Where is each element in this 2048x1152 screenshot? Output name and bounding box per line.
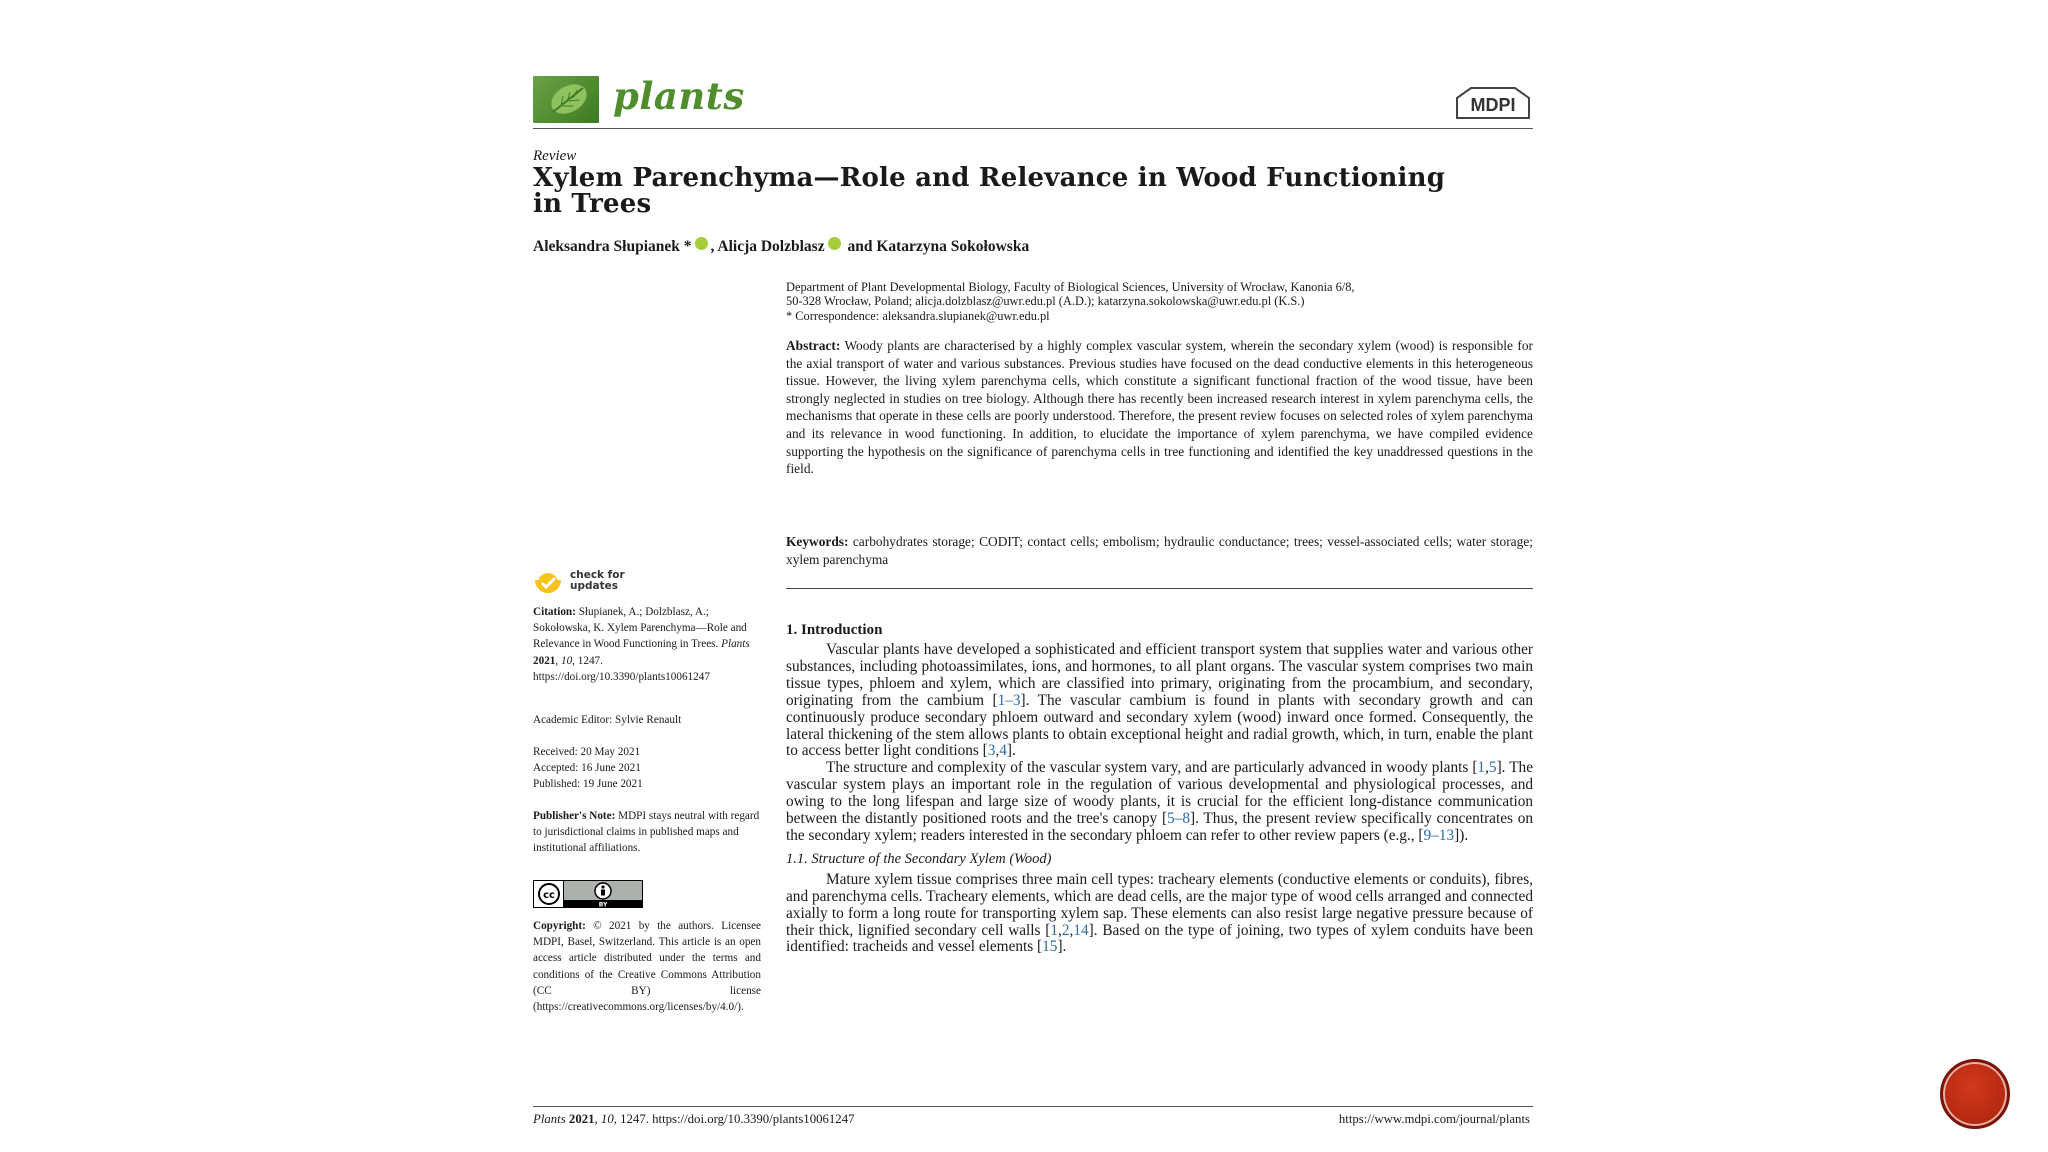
citation-link[interactable]: 14 (1073, 921, 1089, 939)
text-run: ]. Thus, the present review specifically concentrates on the secondary xylem; readers interested in the secondary phloem can refer to other review papers (e.g., [ (786, 810, 1533, 844)
correspondence: * Correspondence: aleksandra.slupianek@uwr.edu.pl (786, 308, 1050, 323)
text-run: ]. The vascular system plays an important role in the regulation of various developmental and physiological processes, and owing to the long lifespan and large size of woody plants, it is crucial for the efficient long-distance communication between the distantly positioned roots and the tree's canopy [ (786, 759, 1533, 828)
check-updates-button[interactable] (533, 570, 653, 596)
affiliation-line-2: 50-328 Wrocław, Poland; alicja.dolzblasz@uwr.edu.pl (A.D.); katarzyna.sokolowska@uwr.edu.pl (K.S.) (786, 294, 1305, 309)
svg-text:MDPI: MDPI (1470, 95, 1516, 115)
accepted-date: Accepted: 16 June 2021 (533, 762, 641, 775)
citation: Citation: Słupianek, A.; Dolzblasz, A.; Sokołowska, K. Xylem Parenchyma—Role and Relevance in Wood Functioning in Trees. Plants 2021, 10, 1247. https://doi.org/10.3390/plants10061247 (533, 606, 750, 683)
citation-link[interactable]: 1 (1050, 921, 1059, 939)
citation-link[interactable]: 5–8 (1167, 810, 1190, 828)
check-updates-line-2: updates (570, 579, 618, 592)
publisher-note (533, 808, 761, 857)
orcid-icon[interactable] (828, 237, 841, 250)
keywords (786, 533, 1533, 568)
dates (533, 744, 643, 793)
title-line-1: Xylem Parenchyma—Role and Relevance in Wood Functioning (533, 163, 1446, 193)
author-2: , Alicja Dolzblasz (710, 238, 825, 255)
text-run: ]. The vascular cambium is found in plants with secondary growth and can continuously produce secondary phloem outward and secondary xylem (wood) inward once formed. Consequently, the lateral thickening of the stem allows plants to obtain exceptional height and radial growth, which, in turn, enable the plant to access better light conditions [ (786, 691, 1533, 760)
citation-year: 2021 (533, 654, 556, 667)
abstract-text: Woody plants are characterised by a highly complex vascular system, wherein the secondary xylem (wood) is responsible for the axial transport of water and various substances. Previous studies have focused on the dead conductive elements in this heterogeneous tissue. However, the living xylem parenchyma cells, which constitute a significant functional fraction of the wood tissue, have been strongly neglected in studies on tree biology. Although there has recently been increased research interest in xylem parenchyma cells, the mechanisms that operate in these cells are poorly understood. Therefore, the present review focuses on selected roles of xylem parenchyma and its relevance in wood functioning. In addition, to elucidate the importance of xylem parenchyma, we have compiled evidence supporting the hypothesis on the significance of parenchyma cells in tree functioning and identified the key unaddressed questions in the field. (786, 338, 1533, 477)
article-type: Review (533, 148, 577, 164)
footer-citation: Plants 2021, 10, 1247. https://doi.org/10.3390/plants10061247 (533, 1112, 855, 1126)
circle-nav-button[interactable] (1940, 1059, 2010, 1129)
check-updates-icon (533, 572, 563, 594)
citation-link[interactable]: 5 (1488, 759, 1497, 777)
citation-journal: Plants (721, 638, 750, 651)
footer-year: 2021 (568, 1112, 595, 1126)
author-list (533, 237, 1029, 256)
journal-name: plants (613, 74, 745, 118)
mdpi-logo (1453, 84, 1533, 122)
header-rule (533, 128, 1533, 129)
footer-journal: Plants (533, 1112, 566, 1126)
paragraph: The structure and complexity of the vascular system vary, and are particularly advanced in woody plants [1,5]. The vascular system plays an important role in the regulation of various developmental and physiological processes, and owing to the long lifespan and large size of woody plants, it is crucial for the efficient long-distance communication between the distantly positioned roots and the tree's canopy [5–8]. Thus, the present review specifically concentrates on the secondary xylem; readers interested in the secondary phloem can refer to other review papers (e.g., [9–13]). (786, 759, 1533, 844)
academic-editor: Academic Editor: Sylvie Renault (533, 714, 682, 726)
copyright (533, 918, 761, 1015)
text-run: The structure and complexity of the vascular system vary, and are particularly advanced in woody plants [ (826, 759, 1478, 777)
citation-text: Słupianek, A.; Dolzblasz, A.; Sokołowska, K. Xylem Parenchyma—Role and Relevance in Wood Functioning in Trees. (533, 606, 747, 651)
orcid-icon[interactable] (695, 237, 708, 250)
publisher-note-label: Publisher's Note: (533, 810, 616, 822)
text-run: ]). (1454, 826, 1469, 844)
subsection-heading: 1.1. Structure of the Secondary Xylem (Wood) (786, 850, 1052, 867)
affiliations (786, 280, 1533, 323)
paper-page (533, 76, 1533, 1126)
citation-link[interactable]: 1–3 (997, 691, 1021, 709)
footer-rule (533, 1106, 1533, 1107)
keywords-text: carbohydrates storage; CODIT; contact cells; embolism; hydraulic conductance; trees; vessel-associated cells; water storage; xylem parenchyma (786, 534, 1533, 567)
received-date: Received: 20 May 2021 (533, 746, 641, 758)
citation-link[interactable]: 3 (987, 742, 996, 760)
citation-link[interactable]: 2 (1061, 921, 1070, 939)
copyright-text: © 2021 by the authors. Licensee MDPI, Basel, Switzerland. This article is an open access article distributed under the terms and conditions of the Creative Commons Attribution (CC BY) license (https://creativecommons.org/licenses/by/4.0/). (533, 920, 761, 1014)
citation-label: Citation: (533, 606, 576, 618)
footer-volume: 10 (600, 1112, 614, 1126)
citation-doi[interactable]: , 1247. https://doi.org/10.3390/plants10061247 (533, 654, 710, 683)
citation-link[interactable]: 4 (999, 742, 1007, 760)
citation-link[interactable]: 9–13 (1423, 826, 1455, 844)
citation-link[interactable]: 1 (1477, 759, 1486, 777)
text-run: ]. (1006, 742, 1016, 760)
check-updates-line-1: check for (570, 569, 625, 581)
copyright-label: Copyright: (533, 920, 586, 932)
text-run: ]. (1057, 938, 1067, 956)
published-date: Published: 19 June 2021 (533, 778, 643, 791)
title-line-2: in Trees (533, 189, 652, 219)
text-run: Vascular plants have developed a sophisticated and efficient transport system that supplies water and various other substances, including photoassimilates, ions, and hormones, to all plant organs. The vascular system comprises two main tissue types, phloem and xylem, which are classified into primary, originating from the procambium, and secondary, originating from the cambium [ (786, 641, 1533, 709)
section-divider (786, 588, 1533, 589)
citation-link[interactable]: 15 (1042, 938, 1058, 956)
intro-heading: 1. Introduction (786, 622, 883, 638)
footer-doi[interactable]: , 1247. https://doi.org/10.3390/plants10061247 (613, 1112, 855, 1126)
citation-volume: 10 (560, 654, 573, 667)
author-3: and Katarzyna Sokołowska (843, 238, 1030, 255)
affiliation-line-1: Department of Plant Developmental Biology, Faculty of Biological Sciences, University of Wrocław, Kanonia 6/8, (786, 280, 1355, 294)
paragraph: Mature xylem tissue comprises three main cell types: tracheary elements (conductive elements or conduits), fibres, and parenchyma cells. Tracheary elements, which are dead cells, are the major type of wood cells arranged and connected axially to form a long route for transporting xylem sap. These elements can also resist large negative pressure because of their thick, lignified secondary cell walls [1,2,14]. Based on the type of joining, two types of xylem conduits have been identified: tracheids and vessel elements [15]. (786, 870, 1533, 956)
author-1: Aleksandra Słupianek * (533, 238, 692, 255)
cc-by-icon[interactable] (533, 880, 643, 908)
abstract-label: Abstract: (786, 338, 841, 353)
article-title (533, 165, 1533, 217)
footer-journal-url[interactable]: https://www.mdpi.com/journal/plants (1338, 1112, 1530, 1126)
paragraph: Vascular plants have developed a sophisticated and efficient transport system that supplies water and various other substances, including photoassimilates, ions, and hormones, to all plant organs. The vascular system comprises two main tissue types, phloem and xylem, which are classified into primary, originating from the procambium, and secondary, originating from the cambium [1–3]. The vascular cambium is found in plants with secondary growth and can continuously produce secondary phloem outward and secondary xylem (wood) inward once formed. Consequently, the lateral thickening of the stem allows plants to obtain exceptional height and radial growth, which, in turn, enable the plant to access better light conditions [3,4]. (786, 641, 1533, 760)
body-text (786, 642, 1533, 956)
abstract (786, 337, 1533, 478)
keywords-label: Keywords: (786, 534, 849, 549)
svg-text:cc: cc (543, 890, 555, 901)
leaf-icon (533, 76, 599, 123)
text-run: Mature xylem tissue comprises three main cell types: tracheary elements (conductive elements or conduits), fibres, and parenchyma cells. Tracheary elements, which are dead cells, are the major type of wood cells arranged and connected axially to form a long route for transporting xylem sap. These elements can also resist large negative pressure because of their thick, lignified secondary cell walls [ (786, 870, 1533, 939)
publisher-note-text: MDPI stays neutral with regard to jurisdictional claims in published maps and institutional affiliations. (533, 810, 760, 855)
text-run: ]. Based on the type of joining, two types of xylem conduits have been identified: tracheids and vessel elements [ (786, 921, 1533, 956)
svg-text:BY: BY (598, 901, 608, 908)
